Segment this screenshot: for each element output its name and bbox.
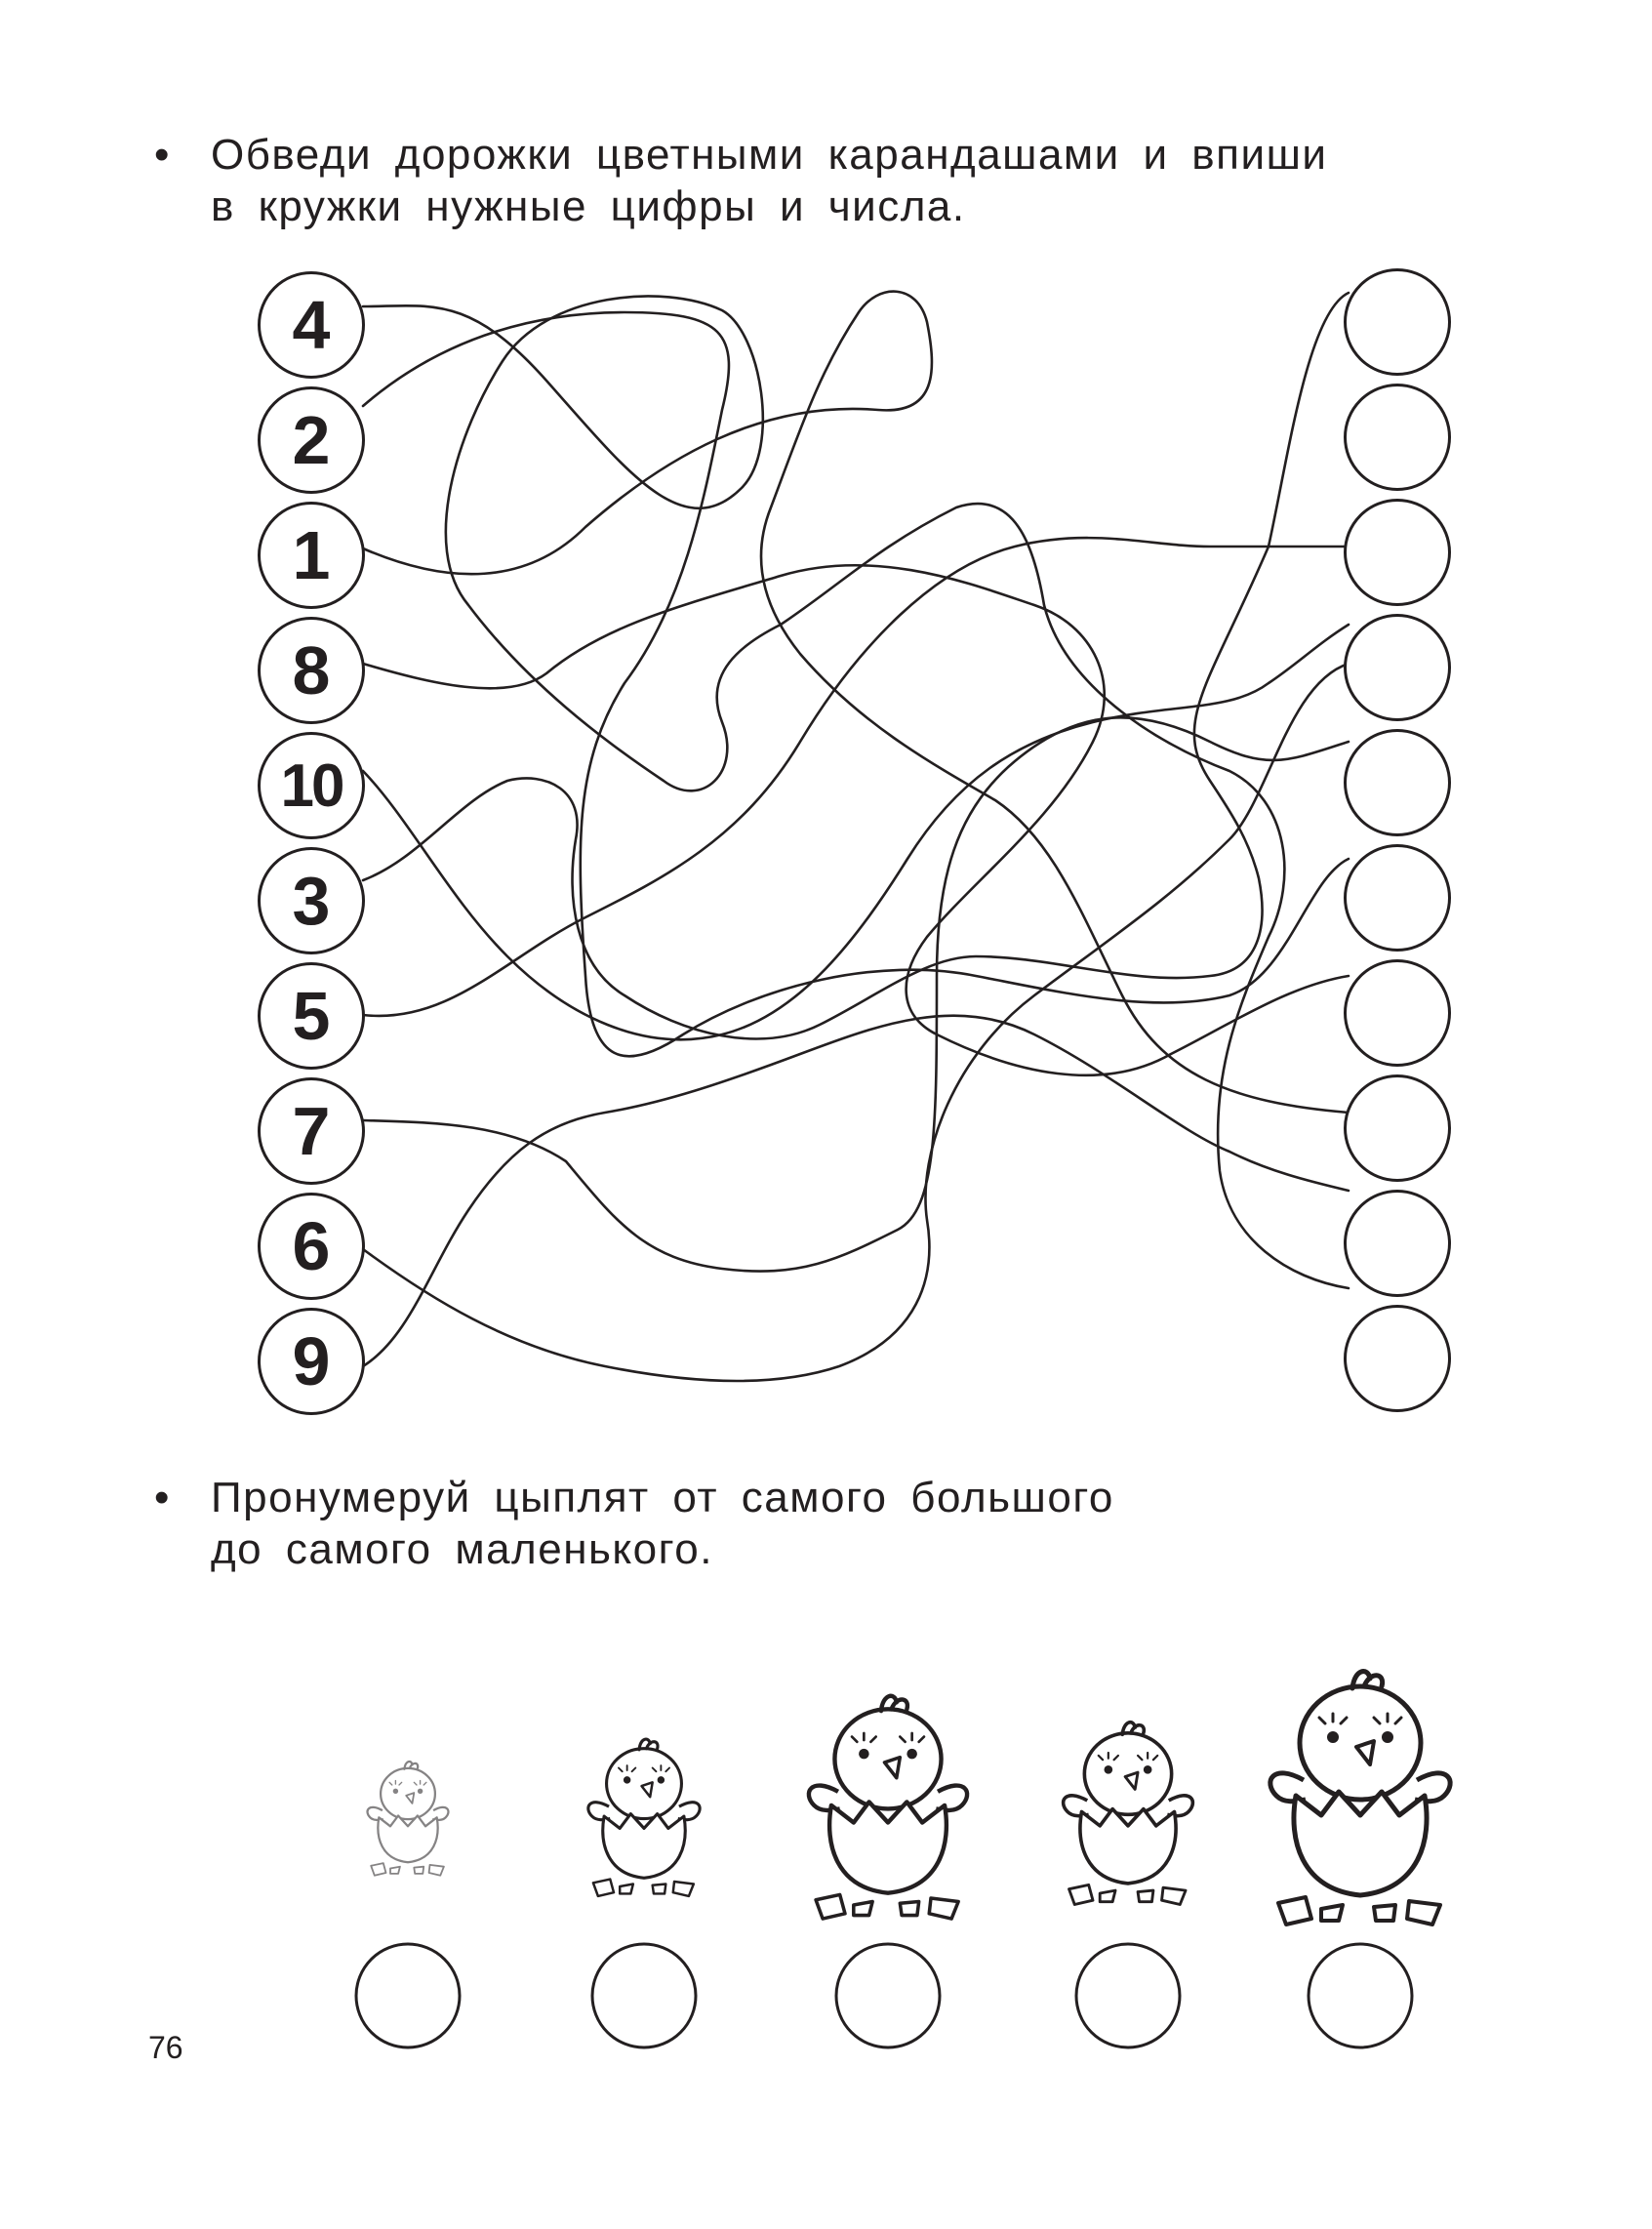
- bullet: •: [154, 1474, 171, 1521]
- bullet: •: [154, 131, 171, 179]
- number-circle-5: 5: [258, 962, 365, 1070]
- answer-circle-3[interactable]: [1344, 499, 1451, 606]
- chick-2: [588, 1739, 700, 1896]
- chick-5: [1270, 1672, 1450, 1925]
- chick-answer-circle-3: [836, 1944, 940, 2047]
- chick-1: [368, 1762, 449, 1876]
- number-circle-9: 9: [258, 1308, 365, 1415]
- number-circle-8: 8: [258, 617, 365, 724]
- answer-circle-6[interactable]: [1344, 844, 1451, 952]
- answer-circle-1[interactable]: [1344, 268, 1451, 376]
- path-from-4: [363, 296, 1349, 1288]
- chick-answer-circle-4: [1076, 1944, 1180, 2047]
- chick-3: [809, 1696, 967, 1919]
- task-2-line-1: Пронумеруй цыплят от самого большого: [211, 1474, 1114, 1521]
- answer-circle-2[interactable]: [1344, 384, 1451, 491]
- task-1-line-2: в кружки нужные цифры и числа.: [211, 182, 966, 230]
- path-from-5: [363, 538, 1349, 1016]
- number-circle-6: 6: [258, 1193, 365, 1300]
- number-circle-3: 3: [258, 847, 365, 954]
- answer-circle-10[interactable]: [1344, 1305, 1451, 1412]
- number-circle-4: 4: [258, 271, 365, 379]
- chick-answer-circle-5: [1309, 1944, 1412, 2047]
- answer-circle-8[interactable]: [1344, 1074, 1451, 1182]
- path-from-3: [363, 293, 1349, 1038]
- chick-answer-circle-1: [356, 1944, 460, 2047]
- task-1-line-1: Обведи дорожки цветными карандашами и впиши: [211, 131, 1328, 179]
- task-2-line-2: до самого маленького.: [211, 1525, 713, 1573]
- answer-circle-9[interactable]: [1344, 1190, 1451, 1297]
- answer-circle-7[interactable]: [1344, 959, 1451, 1067]
- answer-circle-4[interactable]: [1344, 614, 1451, 721]
- number-circle-10: 10: [258, 732, 365, 839]
- number-circle-7: 7: [258, 1077, 365, 1185]
- path-from-2: [363, 312, 1349, 1056]
- chick-answer-circle-2: [592, 1944, 696, 2047]
- path-from-9: [363, 1016, 1349, 1366]
- number-circle-2: 2: [258, 386, 365, 494]
- page-number: 76: [148, 2030, 183, 2065]
- chick-4: [1064, 1722, 1193, 1905]
- path-from-7: [363, 717, 1349, 1271]
- path-from-6: [363, 664, 1349, 1381]
- number-circle-1: 1: [258, 502, 365, 609]
- path-from-8: [363, 565, 1349, 1075]
- answer-circle-5[interactable]: [1344, 729, 1451, 836]
